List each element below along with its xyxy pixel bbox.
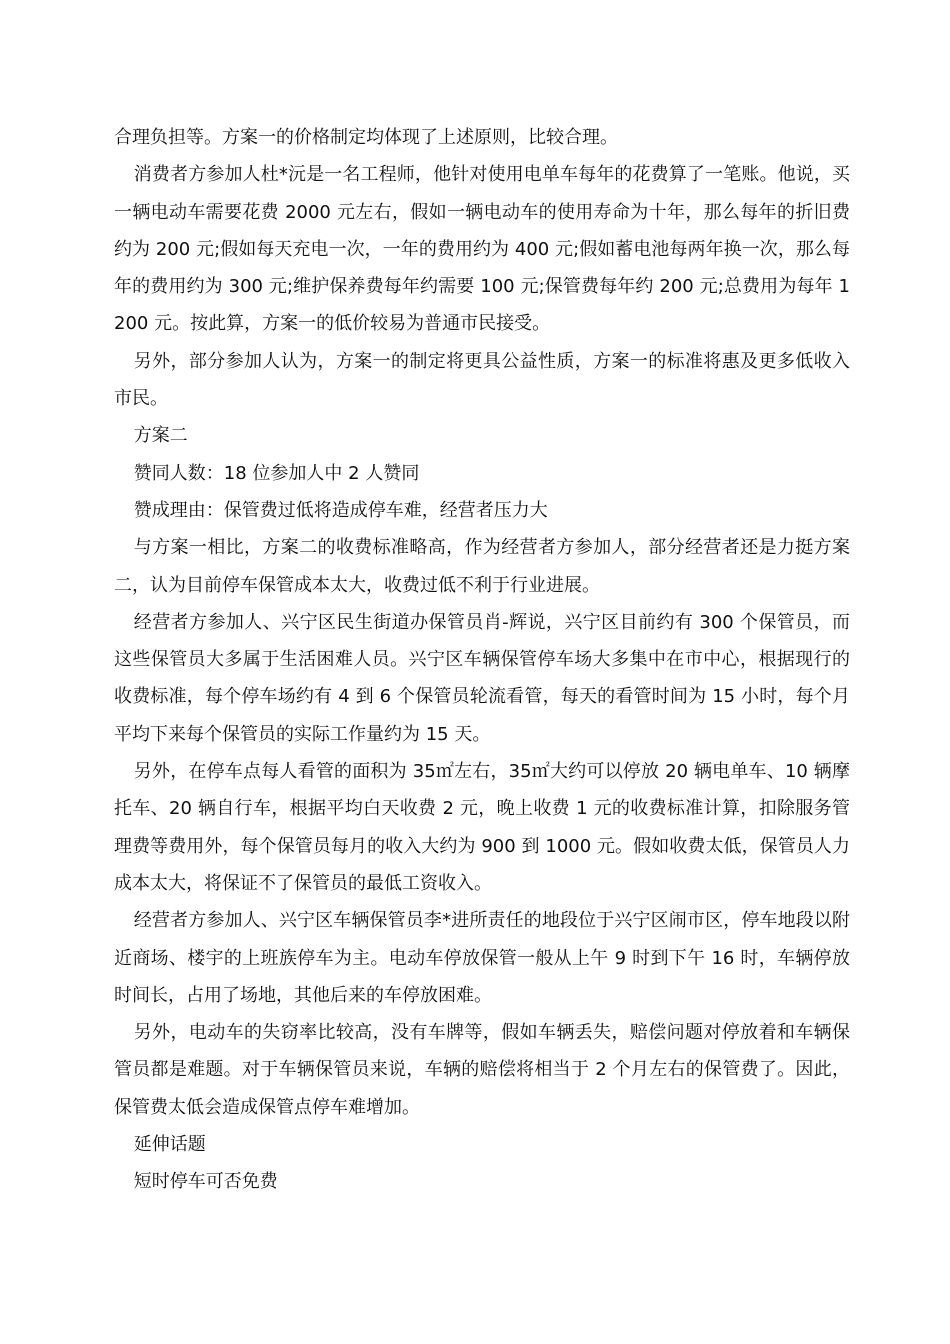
section-heading-extended-topic: 延伸话题 bbox=[133, 1134, 206, 1156]
section-heading-plan-two: 方案二 bbox=[133, 425, 188, 447]
paragraph-plan-comparison: 与方案一相比，方案二的收费标准略高，作为经营者方参加人，部分经营者还是力挺方案二，认为目前停车保管成本太大，收费过低不利于行业进展。 bbox=[114, 537, 850, 596]
paragraph-theft-compensation: 另外，电动车的失窃率比较高，没有车牌等，假如车辆丢失，赔偿问题对停放着和车辆保管员都是难题。对于车辆保管员来说，车辆的赔偿将相当于 2 个月左右的保管费了。因此，保管费太低会造成保管点停车难增加。 bbox=[114, 1022, 850, 1118]
paragraph-operator-li: 经营者方参加人、兴宁区车辆保管员李*进所责任的地段位于兴宁区闹市区，停车地段以附近商场、楼宇的上班族停车为主。电动车停放保管一般从上午 9 时到下午 16 时，车辆停放时间长，占用了场地，其他后来的车停放困难。 bbox=[114, 910, 850, 1006]
paragraph-operator-xiao: 经营者方参加人、兴宁区民生街道办保管员肖-辉说，兴宁区目前约有 300 个保管员，而这些保管员大多属于生活困难人员。兴宁区车辆保管停车场大多集中在市中心，根据现行的收费标准，每个停车场约有 4 到 6 个保管员轮流看管，每天的看管时间为 15 小时，每个月平均下来每个保管员的实际工作量约为 15 天。 bbox=[114, 611, 850, 745]
paragraph-consumer-calculation: 消费者方参加人杜*沅是一名工程师，他针对使用电单车每年的花费算了一笔账。他说，买一辆电动车需要花费 2000 元左右，假如一辆电动车的使用寿命为十年，那么每年的折旧费约为 200 元;假如每天充电一次，一年的费用约为 400 元;假如蓄电池每两年换一次，那么每年的费用约为 300 元;维护保养费每年约需要 100 元;保管费每年约 200 元;总费用为每年 1200 元。按此算，方案一的低价较易为普通市民接受。 bbox=[114, 164, 850, 335]
paragraph-area-income: 另外，在停车点每人看管的面积为 35㎡左右，35㎡大约可以停放 20 辆电单车、10 辆摩托车、20 辆自行车，根据平均白天收费 2 元，晚上收费 1 元的收费标准计算，扣除服务管理费等费用外，每个保管员每月的收入大约为 900 到 1000 元。假如收费太低，保管员人力成本太大，将保证不了保管员的最低工资收入。 bbox=[114, 761, 850, 894]
subheading-short-parking: 短时停车可否免费 bbox=[133, 1171, 278, 1193]
support-reason: 赞成理由：保管费过低将造成停车难，经营者压力大 bbox=[133, 499, 548, 521]
paragraph-public-welfare: 另外，部分参加人认为，方案一的制定将更具公益性质，方案一的标准将惠及更多低收入市民。 bbox=[114, 350, 850, 410]
paragraph-continuation: 合理负担等。方案一的价格制定均体现了上述原则，比较合理。 bbox=[114, 127, 618, 148]
document-body bbox=[114, 119, 850, 1201]
supporters-count: 赞同人数：18 位参加人中 2 人赞同 bbox=[133, 462, 420, 484]
